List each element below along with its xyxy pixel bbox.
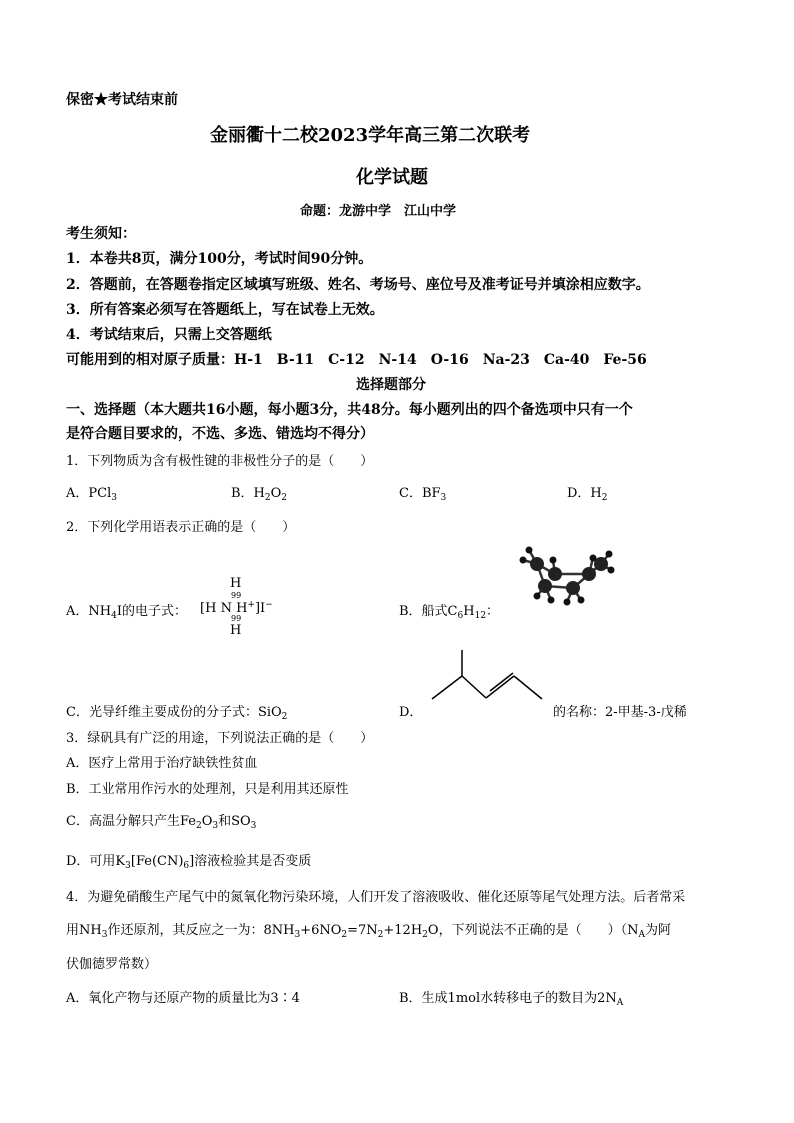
q1-option-d: D．$H_2$ [567, 486, 608, 503]
notice-item-1: 1．本卷共8页，满分100分，考试时间90分钟。 [66, 251, 373, 267]
q3-option-c: C．高温分解只产生$Fe_2O_3$和$SO_3$ [66, 814, 257, 831]
q4-option-a: A．氧化产物与还原产物的质量比为3∶4 [66, 991, 300, 1006]
electron-h-top: H [230, 576, 242, 591]
q3-option-a: A．医疗上常用于治疗缺铁性贫血 [66, 756, 258, 771]
exam-title: 金丽衢十二校2023学年高三第二次联考 [210, 125, 531, 146]
electron-dots-bottom: 99 [231, 614, 242, 623]
authors: 命题：龙游中学 江山中学 [300, 204, 457, 219]
q4-line-1: 4．为避免硝酸生产尾气中的氮氧化物污染环境，人们开发了溶液吸收、催化还原等尾气处理方法。后者常采 [66, 890, 686, 905]
q2-option-a: A．$NH_4I$的电子式： [66, 604, 187, 621]
q4-line-3: 伏伽德罗常数） [66, 957, 158, 972]
q2-stem: 2．下列化学用语表示正确的是（ ） [66, 520, 296, 535]
q4-line-2: 用$NH_3$作还原剂，其反应之一为：$8NH_3+6NO_2=7N_2+12H_2O$，下列说法不正确的是（ ）（$N_A$为阿 [66, 923, 671, 940]
subject-title: 化学试题 [356, 167, 428, 188]
section-intro-1: 一、选择题（本大题共16小题，每小题3分，共48分。每小题列出的四个备选项中只有一个 [66, 402, 633, 418]
skeletal-formula-image [428, 646, 548, 706]
q1-stem: 1．下列物质为含有极性键的非极性分子的是（ ） [66, 454, 374, 469]
q2-option-b: B．船式$C_6H_{12}$： [399, 604, 500, 621]
q2-option-d-suffix: 的名称：2-甲基-3-戊稀 [553, 705, 687, 720]
atomic-mass-line: 可能用到的相对原子质量：H-1 B-11 C-12 N-14 O-16 Na-23 Ca-40 Fe-56 [66, 352, 647, 368]
q3-option-b: B．工业常用作污水的处理剂，只是利用其还原性 [66, 782, 349, 797]
q3-stem: 3．绿矾具有广泛的用途，下列说法正确的是（ ） [66, 731, 374, 746]
q1-option-c: C．$BF_3$ [399, 486, 447, 503]
electron-dots-top: 99 [231, 591, 242, 600]
boat-cyclohexane-model-image [515, 542, 615, 610]
q1-option-b: B．$H_2O_2$ [231, 486, 288, 503]
q4-option-b: B．生成1mol水转移电子的数目为$2N_A$ [399, 991, 624, 1008]
notice-item-4: 4．考试结束后，只需上交答题纸 [66, 327, 272, 343]
q2-option-c: C．光导纤维主要成份的分子式：SiO$_2$ [66, 705, 288, 722]
q1-option-a: A．PCl$_3$ [66, 486, 117, 503]
notice-heading: 考生须知： [66, 226, 136, 242]
section-intro-2: 是符合题目要求的，不选、多选、错选均不得分） [66, 426, 374, 442]
electron-h-bottom: H [230, 623, 242, 638]
q2-option-d-prefix: D． [399, 705, 423, 720]
q3-option-d: D．可用$K_3[Fe(CN)_6]$溶液检验其是否变质 [66, 854, 312, 871]
secret-label: 保密★考试结束前 [66, 92, 178, 108]
notice-item-3: 3．所有答案必须写在答题纸上，写在试卷上无效。 [66, 302, 384, 318]
electron-formula: [H N H+]I− [200, 600, 273, 616]
notice-item-2: 2．答题前，在答题卷指定区域填写班级、姓名、考场号、座位号及准考证号并填涂相应数字。 [66, 277, 650, 293]
section-title: 选择题部分 [356, 377, 426, 393]
